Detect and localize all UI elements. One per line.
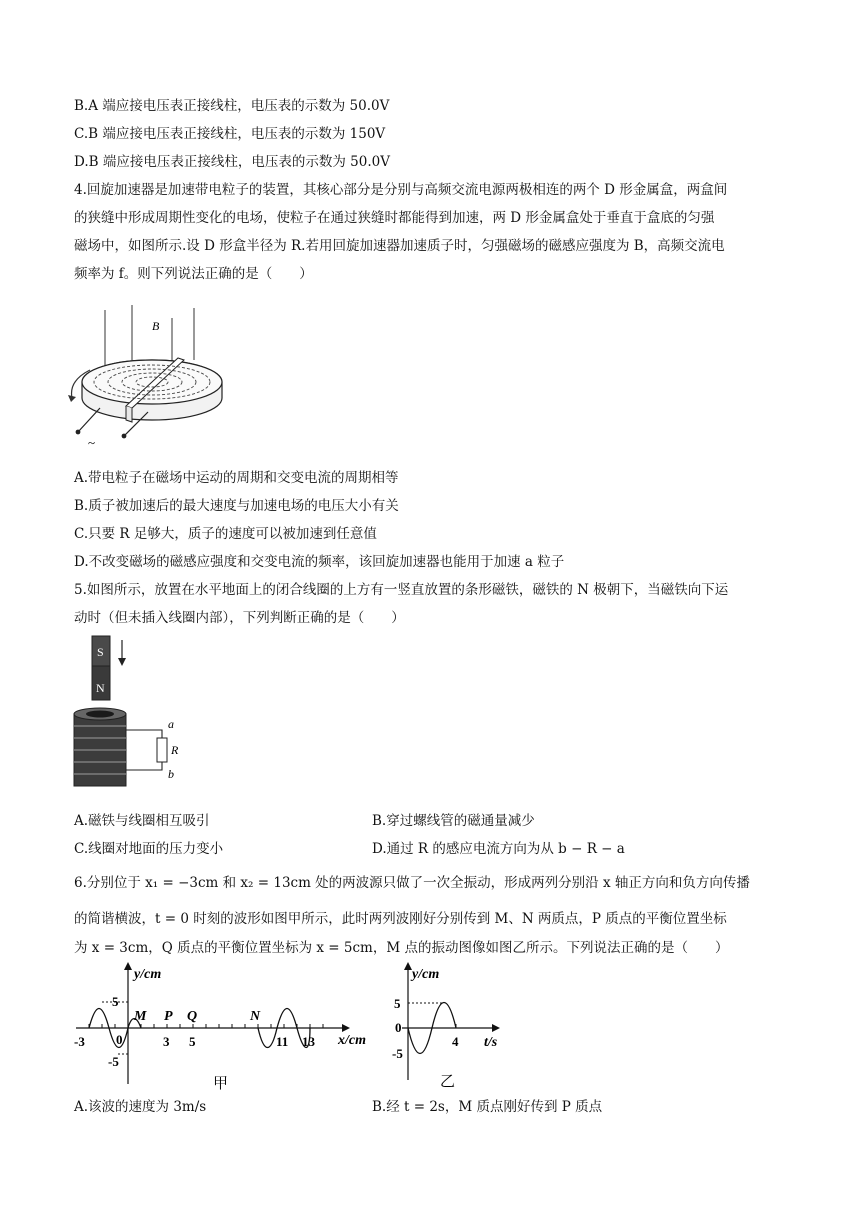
point-p-label: P	[164, 1009, 173, 1024]
jia-tick-5: 5	[189, 1034, 196, 1049]
point-m-label: M	[134, 1009, 147, 1024]
jia-y-axis-label: y/cm	[134, 967, 162, 982]
q5-stem-line-1: 5.如图所示，放置在水平地面上的闭合线圈的上方有一竖直放置的条形磁铁，磁铁的 N 极朝下，当磁铁向下运	[74, 582, 729, 598]
vibration-graph-yi	[388, 962, 518, 1092]
jia-neg-label: -5	[108, 1054, 119, 1069]
terminal-a-label: a	[168, 717, 174, 731]
yi-neg-label: -5	[392, 1046, 403, 1061]
q3-option-c: C.B 端应接电压表正接线柱，电压表的示数为 150V	[74, 126, 386, 142]
cyclotron-figure	[60, 300, 230, 450]
q6-option-b: B.经 t = 2s，M 质点刚好传到 P 质点	[372, 1099, 603, 1115]
q6-stem-line-2: 的简谐横波，t = 0 时刻的波形如图甲所示，此时两列波刚好分别传到 M、N 两质点，P 质点的平衡位置坐标	[74, 911, 727, 927]
jia-tick-neg3: -3	[74, 1034, 85, 1049]
magnet-coil-figure	[70, 634, 200, 794]
jia-caption: 甲	[213, 1076, 229, 1092]
q4-option-b: B.质子被加速后的最大速度与加速电场的电压大小有关	[74, 498, 399, 514]
field-label-b: B	[152, 319, 160, 333]
magnet-s-label: S	[97, 645, 104, 659]
jia-origin-label: 0	[116, 1032, 123, 1047]
q4-stem-line-2: 的狭缝中形成周期性变化的电场，使粒子在通过狭缝时都能得到加速，两 D 形金属盒处于垂直于盒底的匀强	[74, 210, 715, 226]
yi-origin-label: 0	[395, 1020, 402, 1035]
q6-stem-line-1: 6.分别位于 x₁ = −3cm 和 x₂ = 13cm 处的两波源只做了一次全振动，形成两列分别沿 x 轴正方向和负方向传播	[74, 875, 750, 891]
q4-stem-line-1: 4.回旋加速器是加速带电粒子的装置，其核心部分是分别与高频交流电源两极相连的两个 D 形金属盒，两盒间	[74, 182, 728, 198]
q5-stem-line-2: 动时（但未插入线圈内部），下列判断正确的是（ ）	[74, 610, 405, 626]
q5-option-c: C.线圈对地面的压力变小	[74, 841, 224, 857]
q4-option-c: C.只要 R 足够大，质子的速度可以被加速到任意值	[74, 526, 377, 542]
point-n-label: N	[250, 1009, 261, 1024]
q6-option-a: A.该波的速度为 3m/s	[74, 1099, 207, 1115]
ac-source-symbol: ~	[88, 435, 96, 450]
q4-stem-line-4: 频率为 f。则下列说法正确的是（ ）	[74, 266, 313, 282]
q4-option-a: A.带电粒子在磁场中运动的周期和交变电流的周期相等	[74, 470, 399, 486]
q3-option-b: B.A 端应接电压表正接线柱，电压表的示数为 50.0V	[74, 98, 390, 114]
q4-stem-line-3: 磁场中，如图所示.设 D 形盒半径为 R.若用回旋加速器加速质子时，匀强磁场的磁感应强度为 B，高频交流电	[74, 238, 725, 254]
terminal-b-label: b	[168, 767, 174, 781]
yi-y-axis-label: y/cm	[412, 967, 440, 982]
resistor-label: R	[171, 743, 179, 757]
jia-tick-13: 13	[302, 1034, 315, 1049]
q4-option-d: D.不改变磁场的磁感应强度和交变电流的频率，该回旋加速器也能用于加速 a 粒子	[74, 554, 565, 570]
q5-option-a: A.磁铁与线圈相互吸引	[74, 813, 210, 829]
yi-tick-4: 4	[452, 1034, 459, 1049]
wave-graph-jia	[70, 962, 380, 1092]
jia-tick-11: 11	[276, 1034, 289, 1049]
q5-option-b: B.穿过螺线管的磁通量减少	[372, 813, 535, 829]
yi-caption: 乙	[440, 1074, 456, 1090]
q3-option-d: D.B 端应接电压表正接线柱，电压表的示数为 50.0V	[74, 154, 390, 170]
jia-amp-label: 5	[112, 994, 119, 1009]
jia-tick-3: 3	[163, 1034, 170, 1049]
jia-x-axis-label: x/cm	[338, 1033, 366, 1048]
yi-amp-label: 5	[394, 996, 401, 1011]
magnet-n-label: N	[96, 681, 105, 695]
q5-option-d: D.通过 R 的感应电流方向为从 b − R − a	[372, 841, 625, 857]
q6-stem-line-3: 为 x = 3cm，Q 质点的平衡位置坐标为 x = 5cm，M 点的振动图像如图乙所示。下列说法正确的是（ ）	[74, 940, 729, 956]
point-q-label: Q	[187, 1009, 198, 1024]
yi-x-axis-label: t/s	[484, 1035, 498, 1050]
